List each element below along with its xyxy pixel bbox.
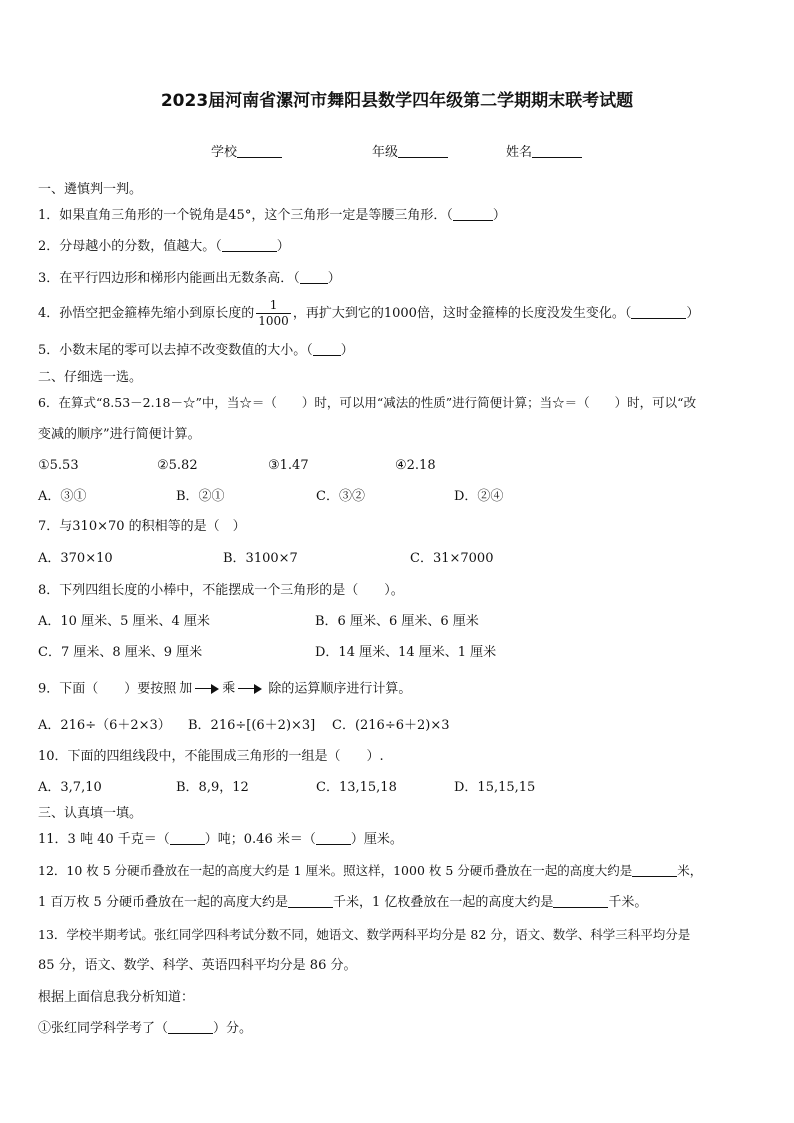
q6-option-a[interactable]: A．③① [38, 489, 87, 504]
q7-option-a[interactable]: A．370×10 [38, 551, 113, 566]
q9-option-a[interactable]: A．216÷（6＋2×3） [38, 718, 171, 733]
question-10: 10．下面的四组线段中，不能围成三角形的一组是（ ）. [38, 749, 384, 764]
q6-choice-4: ④2.18 [395, 458, 436, 473]
q2-answer-blank[interactable] [222, 239, 277, 252]
arrow-right-icon [195, 684, 219, 694]
q13-blank-1[interactable] [168, 1021, 213, 1034]
school-blank[interactable] [237, 145, 282, 158]
q10-option-b[interactable]: B．8,9，12 [176, 780, 249, 795]
grade-blank[interactable] [398, 145, 448, 158]
q10-option-a[interactable]: A．3,7,10 [38, 780, 102, 795]
grade-field[interactable]: 年级 [372, 141, 448, 160]
question-6-line-1: 6．在算式“8.53－2.18－☆”中，当☆＝（ ）时，可以用“减法的性质”进行简便计算；当☆＝（ ）时，可以“改 [38, 395, 697, 410]
q12-blank-1[interactable] [632, 864, 677, 877]
question-5: 5．小数末尾的零可以去掉不改变数值的大小。（ ） [38, 343, 354, 358]
question-13-line-3: 根据上面信息我分析知道： [38, 990, 195, 1005]
question-4: 4．孙悟空把金箍棒先缩小到原长度的 $\frac{1}{1000}$ ，再扩大到它的1000倍，这时金箍棒的长度没发生变化。（ ） [38, 298, 700, 328]
question-12-line-2: 1 百万枚 5 分硬币叠放在一起的高度大约是 千米，1 亿枚叠放在一起的高度大约是 千米。 [38, 895, 648, 910]
q5-answer-blank[interactable] [313, 343, 341, 356]
q11-blank-2[interactable] [316, 832, 351, 845]
q8-option-d[interactable]: D．14 厘米、14 厘米、1 厘米 [315, 645, 497, 660]
q7-option-c[interactable]: C．31×7000 [410, 551, 494, 566]
q7-option-b[interactable]: B．3100×7 [223, 551, 298, 566]
question-12-line-1: 12．10 枚 5 分硬币叠放在一起的高度大约是 1 厘米。照这样，1000 枚 5 分硬币叠放在一起的高度大约是 米， [38, 863, 703, 878]
question-2: 2．分母越小的分数，值越大。（ ） [38, 239, 290, 254]
question-13-line-1: 13．学校半期考试。张红同学四科考试分数不同，她语文、数学两科平均分是 82 分，语文、数学、科学三科平均分是 [38, 927, 691, 942]
q9-option-c[interactable]: C．(216÷6＋2)×3 [332, 718, 450, 733]
page-title: 2023届河南省漯河市舞阳县数学四年级第二学期期末联考试题 [160, 91, 634, 111]
name-field[interactable]: 姓名 [506, 141, 582, 160]
q12-blank-2[interactable] [288, 895, 333, 908]
school-field[interactable]: 学校 [211, 141, 282, 160]
section-heading-1: 一、遴慎判一判。 [38, 182, 143, 197]
name-blank[interactable] [532, 145, 582, 158]
question-3: 3．在平行四边形和梯形内能画出无数条高．（ ） [38, 271, 341, 286]
question-13-line-2: 85 分，语文、数学、科学、英语四科平均分是 86 分。 [38, 958, 357, 973]
question-9: 9．下面（ ）要按照 加 乘 除的运算顺序进行计算。 [38, 681, 412, 697]
fraction: $\frac{1}{1000}$ [258, 298, 289, 328]
q6-choice-3: ③1.47 [268, 458, 309, 473]
q1-answer-blank[interactable] [453, 208, 493, 221]
q9-option-b[interactable]: B．216÷[(6＋2)×3] [188, 718, 316, 733]
q6-choice-1: ①5.53 [38, 458, 79, 473]
q10-option-c[interactable]: C．13,15,18 [316, 780, 397, 795]
section-heading-3: 三、认真填一填。 [38, 806, 143, 821]
question-1: 1．如果直角三角形的一个锐角是45°，这个三角形一定是等腰三角形．（ ） [38, 208, 506, 223]
arrow-right-icon [238, 684, 262, 694]
question-13-sub-1: ①张红同学科学考了（ ）分。 [38, 1021, 253, 1036]
q10-option-d[interactable]: D．15,15,15 [454, 780, 536, 795]
section-heading-2: 二、仔细选一选。 [38, 370, 143, 385]
q4-answer-blank[interactable] [631, 306, 686, 319]
q8-option-b[interactable]: B．6 厘米、6 厘米、6 厘米 [315, 614, 479, 629]
operation-order-diagram: 加 乘 [179, 680, 265, 698]
question-7: 7．与310×70 的积相等的是（ ） [38, 519, 246, 534]
q11-blank-1[interactable] [170, 832, 205, 845]
q6-option-b[interactable]: B．②① [176, 489, 225, 504]
q3-answer-blank[interactable] [300, 271, 328, 284]
question-8: 8．下列四组长度的小棒中，不能摆成一个三角形的是（ ）。 [38, 583, 404, 598]
question-11: 11．3 吨 40 千克＝（ ）吨；0.46 米＝（ ）厘米。 [38, 832, 403, 847]
q6-choice-2: ②5.82 [157, 458, 198, 473]
question-6-line-2: 变减的顺序”进行简便计算。 [38, 427, 201, 442]
q8-option-c[interactable]: C．7 厘米、8 厘米、9 厘米 [38, 645, 203, 660]
q6-option-d[interactable]: D．②④ [454, 489, 504, 504]
q6-option-c[interactable]: C．③② [316, 489, 365, 504]
q8-option-a[interactable]: A．10 厘米、5 厘米、4 厘米 [38, 614, 210, 629]
q12-blank-3[interactable] [553, 895, 608, 908]
